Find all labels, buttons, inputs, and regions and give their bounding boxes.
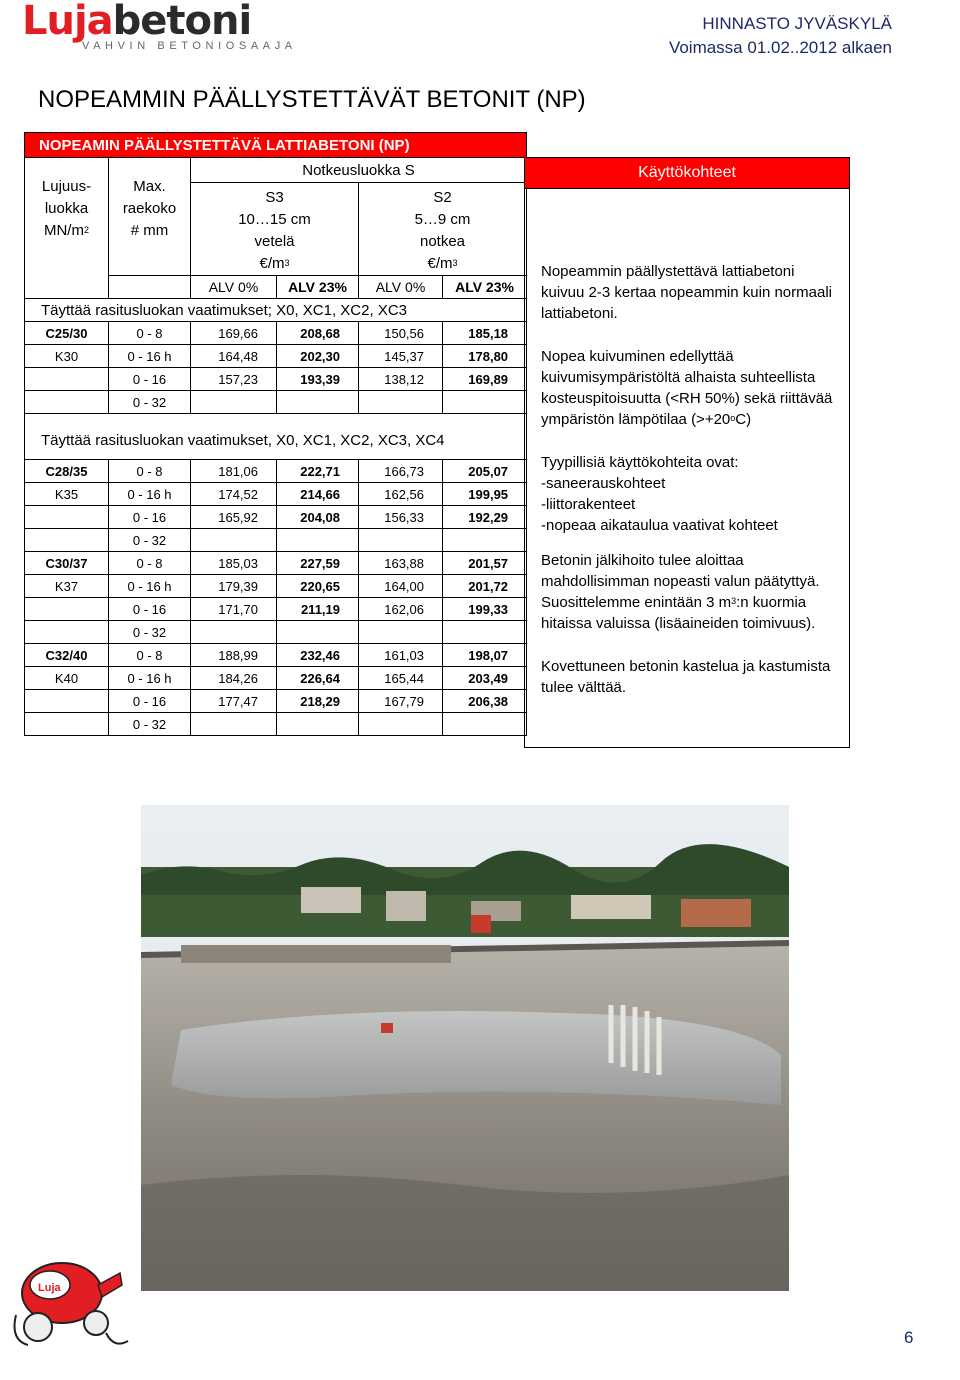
price-s3-vat23-cell: 204,08	[277, 506, 359, 529]
strength-class-cell: K30	[25, 345, 109, 368]
price-s2-vat23-cell	[443, 621, 527, 644]
price-s2-vat23-cell: 199,33	[443, 598, 527, 621]
page-number: 6	[904, 1328, 914, 1347]
table-row	[25, 345, 527, 368]
price-s3-vat23-cell	[277, 621, 359, 644]
price-s3-vat0-cell: 181,06	[191, 460, 277, 483]
price-s2-vat23-cell: 201,72	[443, 575, 527, 598]
aggregate-size-cell: 0 - 32	[109, 391, 191, 414]
strength-class-cell: C32/40	[25, 644, 109, 667]
concrete-floor-photo	[141, 805, 789, 1291]
price-s2-vat23-cell: 192,29	[443, 506, 527, 529]
table-row	[25, 529, 527, 552]
price-s2-vat23-cell: 185,18	[443, 322, 527, 345]
aggregate-size-cell: 0 - 16 h	[109, 667, 191, 690]
strength-class-cell	[25, 391, 109, 414]
usage-paragraph: Nopea kuivuminen edellyttää kuivumisympäristöltä alhaista suhteellista kosteuspitoisuutta (<RH 50%) sekä riittävää ympäristön lämpötilaa $(>+20^oC)$	[541, 348, 833, 428]
vat0-header: ALV 0%	[359, 276, 443, 299]
table-row	[25, 391, 527, 414]
price-s3-vat23-cell: 226,64	[277, 667, 359, 690]
table-row	[25, 460, 527, 483]
page-title: NOPEAMMIN PÄÄLLYSTETTÄVÄT BETONIT (NP)	[38, 86, 586, 113]
price-s2-vat0-cell: 165,44	[359, 667, 443, 690]
strength-class-cell	[25, 713, 109, 736]
price-s2-vat23-cell: 203,49	[443, 667, 527, 690]
aggregate-size-cell: 0 - 32	[109, 713, 191, 736]
table-row	[25, 575, 527, 598]
price-s3-vat23-cell	[277, 529, 359, 552]
table-row	[25, 552, 527, 575]
price-s3-vat0-cell: 165,92	[191, 506, 277, 529]
price-list-header	[669, 12, 892, 60]
price-s2-vat0-cell	[359, 713, 443, 736]
price-s3-vat0-cell: 177,47	[191, 690, 277, 713]
price-s3-vat0-cell	[191, 391, 277, 414]
usage-paragraph: Nopeammin päällystettävä lattiabetoni kuivuu 2-3 kertaa nopeammin kuin normaali lattiabetoni.	[541, 263, 832, 322]
aggregate-size-cell: 0 - 8	[109, 552, 191, 575]
strength-class-cell	[25, 506, 109, 529]
price-s3-vat0-cell: 164,48	[191, 345, 277, 368]
usage-text	[525, 189, 849, 698]
price-table	[24, 132, 527, 736]
price-s2-vat23-cell: 178,80	[443, 345, 527, 368]
price-s2-vat0-cell: 150,56	[359, 322, 443, 345]
strength-class-cell: C28/35	[25, 460, 109, 483]
aggregate-size-cell: 0 - 8	[109, 644, 191, 667]
price-s2-vat23-cell: 201,57	[443, 552, 527, 575]
table-row	[25, 368, 527, 391]
svg-text:Luja: Luja	[38, 1282, 61, 1294]
price-s2-vat23-cell	[443, 391, 527, 414]
strength-class-cell	[25, 529, 109, 552]
price-s3-vat0-cell: 174,52	[191, 483, 277, 506]
price-s2-vat0-cell: 167,79	[359, 690, 443, 713]
price-s2-vat0-cell: 145,37	[359, 345, 443, 368]
price-s2-vat23-cell: 198,07	[443, 644, 527, 667]
table-row	[25, 483, 527, 506]
strength-class-cell: K37	[25, 575, 109, 598]
price-s3-vat0-cell: 188,99	[191, 644, 277, 667]
price-s2-vat23-cell: 205,07	[443, 460, 527, 483]
usage-title: Käyttökohteet	[525, 158, 849, 189]
price-s2-vat23-cell: 199,95	[443, 483, 527, 506]
price-s3-vat23-cell: 220,65	[277, 575, 359, 598]
logo-wordmark: Lujabetoni	[22, 0, 252, 44]
table-row	[25, 667, 527, 690]
price-s2-vat0-cell: 162,56	[359, 483, 443, 506]
price-s3-vat23-cell: 222,71	[277, 460, 359, 483]
price-s2-vat0-cell: 166,73	[359, 460, 443, 483]
aggregate-size-cell: 0 - 32	[109, 529, 191, 552]
table-row	[25, 598, 527, 621]
s2-header: S2 5…9 cm notkea $€/m^3$	[359, 183, 527, 276]
strength-class-cell: K35	[25, 483, 109, 506]
price-s2-vat23-cell: 206,38	[443, 690, 527, 713]
vat23-header: ALV 23%	[443, 276, 527, 299]
price-s2-vat23-cell	[443, 713, 527, 736]
price-s3-vat23-cell: 193,39	[277, 368, 359, 391]
price-s3-vat23-cell: 232,46	[277, 644, 359, 667]
aggregate-size-cell: 0 - 16 h	[109, 575, 191, 598]
aggregate-size-cell: 0 - 16	[109, 690, 191, 713]
price-s3-vat23-cell	[277, 391, 359, 414]
table-row	[25, 506, 527, 529]
price-s2-vat0-cell	[359, 391, 443, 414]
strength-class-cell	[25, 368, 109, 391]
price-s3-vat23-cell: 218,29	[277, 690, 359, 713]
aggregate-size-header: Max. raekoko # mm	[109, 158, 191, 276]
price-s3-vat0-cell: 179,39	[191, 575, 277, 598]
price-s3-vat23-cell: 211,19	[277, 598, 359, 621]
price-s2-vat0-cell: 138,12	[359, 368, 443, 391]
price-s3-vat0-cell	[191, 621, 277, 644]
price-s2-vat0-cell: 162,06	[359, 598, 443, 621]
section-title: Täyttää rasitusluokan vaatimukset; X0, XC1, XC2, XC3	[25, 299, 527, 322]
table-row	[25, 644, 527, 667]
strength-class-cell: C25/30	[25, 322, 109, 345]
price-s3-vat23-cell: 227,59	[277, 552, 359, 575]
aggregate-size-cell: 0 - 16	[109, 368, 191, 391]
aggregate-size-cell: 0 - 16 h	[109, 345, 191, 368]
price-s3-vat0-cell: 185,03	[191, 552, 277, 575]
strength-class-cell	[25, 598, 109, 621]
table-title: NOPEAMIN PÄÄLLYSTETTÄVÄ LATTIABETONI (NP)	[25, 133, 527, 158]
price-s2-vat0-cell: 156,33	[359, 506, 443, 529]
price-s3-vat0-cell: 184,26	[191, 667, 277, 690]
vat23-header: ALV 23%	[277, 276, 359, 299]
strength-class-header: Lujuus- luokka $MN/m^2$	[25, 158, 109, 276]
price-s3-vat0-cell: 157,23	[191, 368, 277, 391]
table-row	[25, 713, 527, 736]
aggregate-size-cell: 0 - 16	[109, 598, 191, 621]
price-s2-vat23-cell	[443, 529, 527, 552]
price-s3-vat23-cell: 202,30	[277, 345, 359, 368]
table-row	[25, 322, 527, 345]
price-s2-vat0-cell: 161,03	[359, 644, 443, 667]
table-row	[25, 690, 527, 713]
usage-paragraph: Betonin jälkihoito tulee aloittaa mahdollisimman nopeasti valun päätyttyä. Suosittelemme enintään 3 $m^3:n$ kuormia hitaissa valuissa (lisäaineiden toimivuus).	[541, 552, 820, 632]
aggregate-size-cell: 0 - 16	[109, 506, 191, 529]
price-s3-vat0-cell	[191, 529, 277, 552]
price-s3-vat23-cell: 214,66	[277, 483, 359, 506]
s3-header: S3 10…15 cm vetelä $€/m^3$	[191, 183, 359, 276]
vat0-header: ALV 0%	[191, 276, 277, 299]
strength-class-cell	[25, 621, 109, 644]
price-s3-vat0-cell: 169,66	[191, 322, 277, 345]
price-s3-vat0-cell: 171,70	[191, 598, 277, 621]
strength-class-cell: C30/37	[25, 552, 109, 575]
price-s2-vat0-cell: 164,00	[359, 575, 443, 598]
table-row	[25, 621, 527, 644]
price-s2-vat0-cell	[359, 529, 443, 552]
price-s3-vat23-cell	[277, 713, 359, 736]
price-s2-vat23-cell: 169,89	[443, 368, 527, 391]
strength-class-cell	[25, 690, 109, 713]
usage-list: Tyypillisiä käyttökohteita ovat: -saneerauskohteet -liittorakenteet -nopeaa aikataulua vaativat kohteet	[541, 454, 778, 534]
price-s2-vat0-cell: 163,88	[359, 552, 443, 575]
strength-class-cell: K40	[25, 667, 109, 690]
aggregate-size-cell: 0 - 8	[109, 460, 191, 483]
price-list-location: HINNASTO JYVÄSKYLÄ	[702, 14, 892, 33]
usage-paragraph: Kovettuneen betonin kastelua ja kastumista tulee välttää.	[541, 658, 831, 696]
aggregate-size-cell: 0 - 8	[109, 322, 191, 345]
price-s3-vat23-cell: 208,68	[277, 322, 359, 345]
section-title: Täyttää rasitusluokan vaatimukset, X0, XC1, XC2, XC3, XC4	[25, 414, 527, 460]
price-s3-vat0-cell	[191, 713, 277, 736]
logo-tagline: VAHVIN BETONIOSAAJA	[82, 40, 297, 52]
mascot-truck-icon	[10, 1245, 130, 1355]
price-list-validity: Voimassa 01.02..2012 alkaen	[668, 38, 892, 57]
aggregate-size-cell: 0 - 16 h	[109, 483, 191, 506]
lujabetoni-logo	[22, 0, 297, 56]
price-s2-vat0-cell	[359, 621, 443, 644]
consistency-class-header: Notkeusluokka S	[191, 158, 527, 183]
usage-panel	[524, 157, 850, 748]
aggregate-size-cell: 0 - 32	[109, 621, 191, 644]
